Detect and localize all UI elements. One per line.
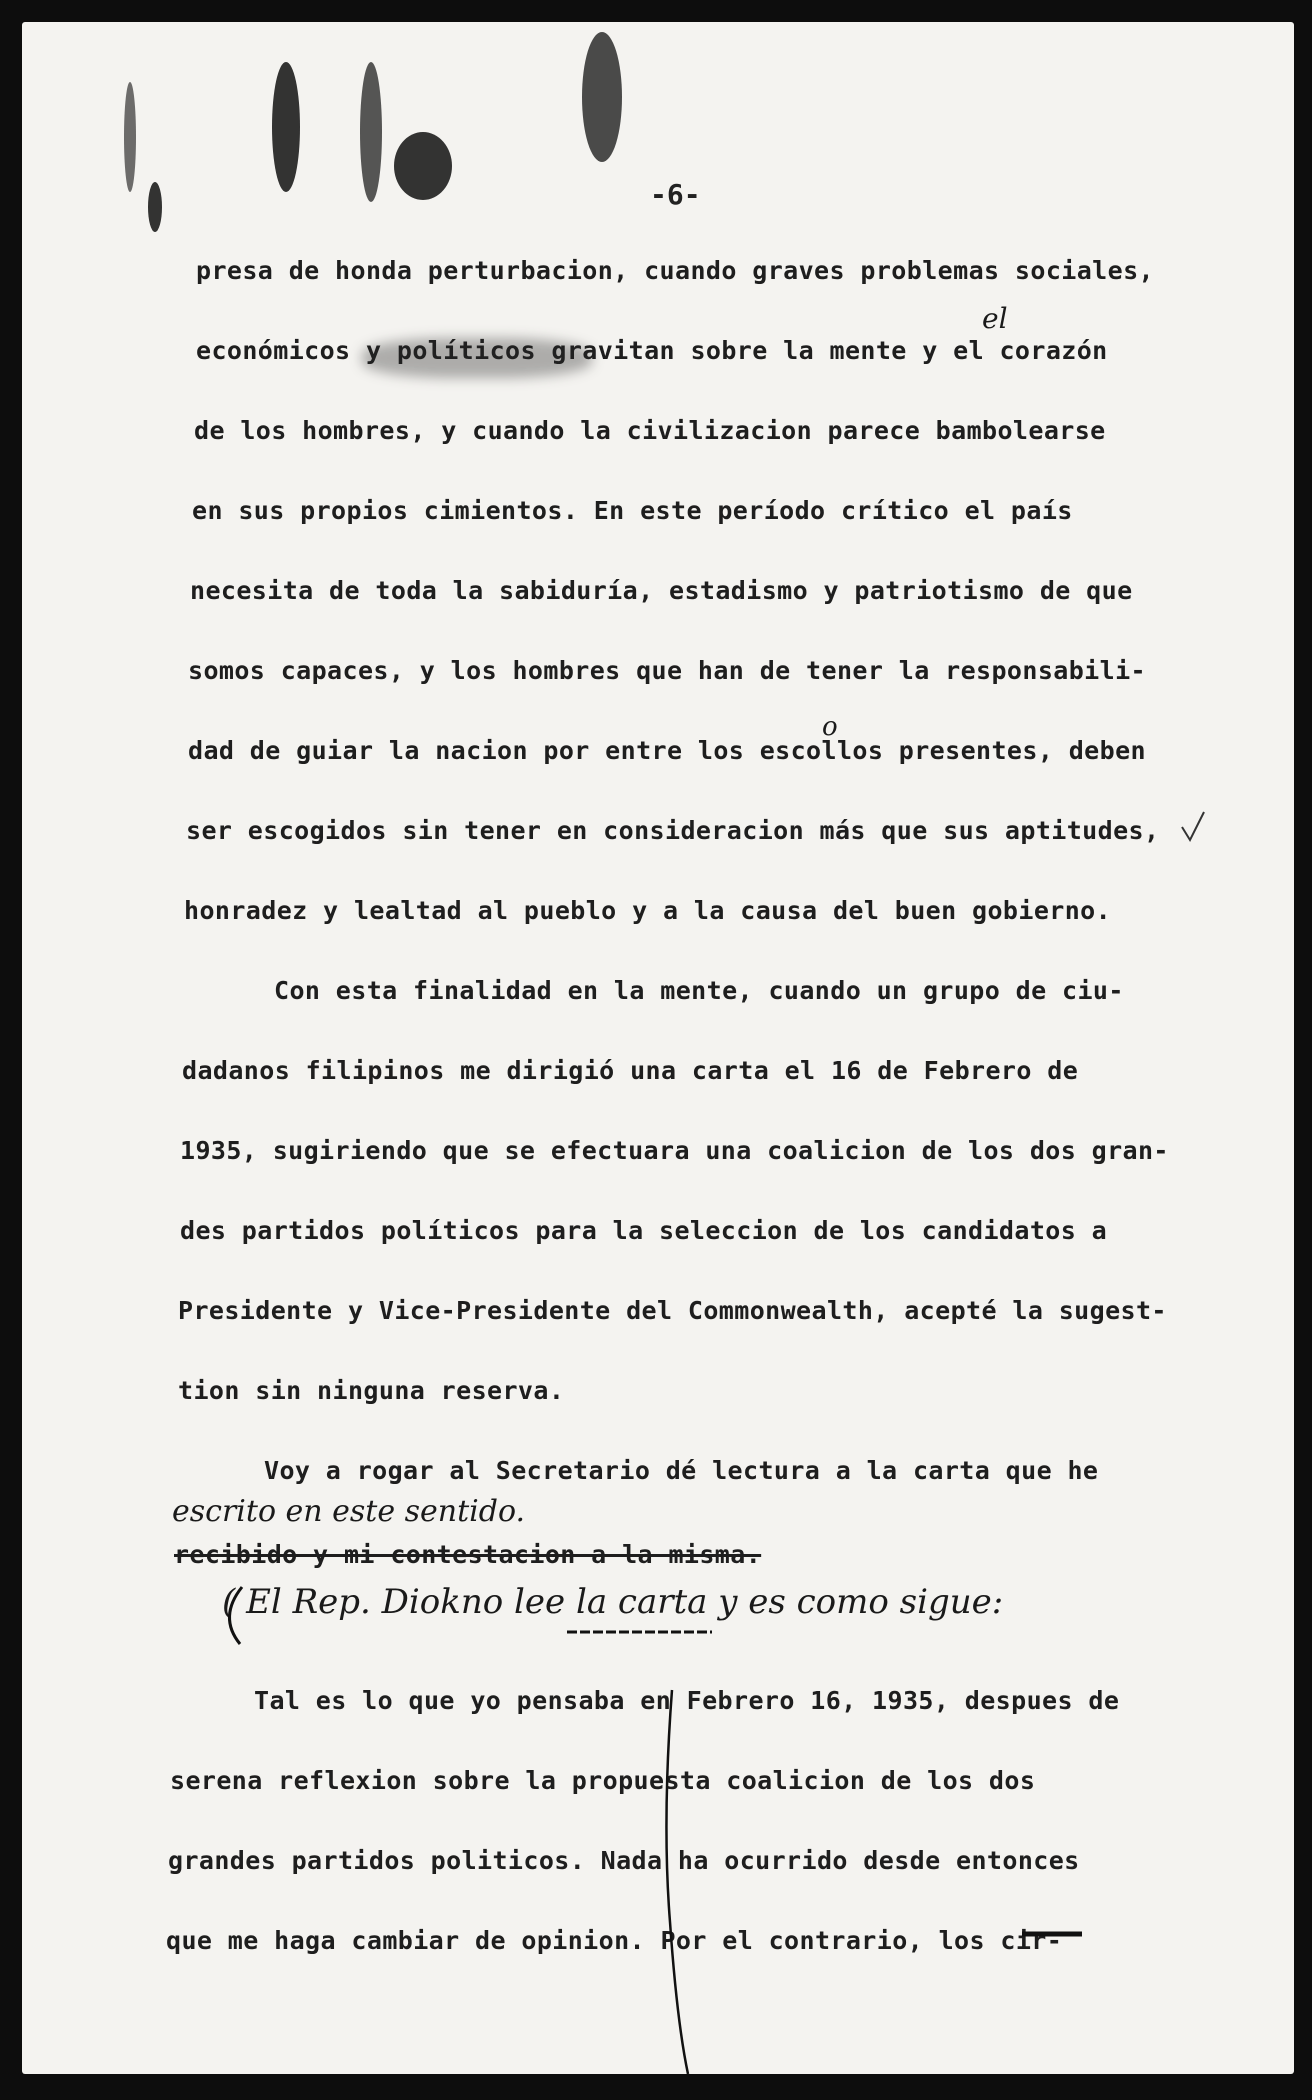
- text-line: dad de guiar la nacion por entre los escollos presentes, deben: [188, 736, 1146, 765]
- text-line: que me haga cambiar de opinion. Por el contrario, los cir-: [166, 1926, 1063, 1955]
- text-line: necesita de toda la sabiduría, estadismo y patriotismo de que: [190, 576, 1133, 605]
- handwritten-insert-o: o: [822, 712, 838, 742]
- vertical-pen-stroke: [666, 1690, 688, 2074]
- text-line: serena reflexion sobre la propuesta coalicion de los dos: [170, 1766, 1036, 1795]
- text-line: tion sin ninguna reserva.: [178, 1376, 565, 1405]
- struck-text-line: recibido y mi contestacion a la misma.: [174, 1540, 762, 1569]
- text-line: grandes partidos politicos. Nada ha ocurrido desde entonces: [168, 1846, 1080, 1875]
- pen-marks: [22, 22, 1294, 2074]
- text-line: 1935, sugiriendo que se efectuara una coalicion de los dos gran-: [180, 1136, 1169, 1165]
- text-line: ser escogidos sin tener en consideracion más que sus aptitudes,: [186, 816, 1160, 845]
- text-line: dadanos filipinos me dirigió una carta el 16 de Febrero de: [182, 1056, 1079, 1085]
- margin-checkmark: [1182, 812, 1204, 840]
- text-line: honradez y lealtad al pueblo y a la causa del buen gobierno.: [184, 896, 1112, 925]
- text-line: Presidente y Vice-Presidente del Commonwealth, acepté la sugest-: [178, 1296, 1167, 1325]
- text-line: Voy a rogar al Secretario dé lectura a la carta que he: [264, 1456, 1099, 1485]
- text-line: Con esta finalidad en la mente, cuando un grupo de ciu-: [274, 976, 1124, 1005]
- text-line: Tal es lo que yo pensaba en Febrero 16, 1935, despues de: [254, 1686, 1120, 1715]
- text-line: económicos y políticos gravitan sobre la mente y el corazón: [196, 336, 1108, 365]
- paren-open: [229, 1587, 242, 1644]
- page-number: -6-: [650, 178, 701, 211]
- text-line: de los hombres, y cuando la civilizacion parece bambolearse: [194, 416, 1106, 445]
- handwritten-note: ( El Rep. Diokno lee la carta y es como sigue:: [222, 1582, 1004, 1622]
- handwritten-insert: escrito en este sentido.: [172, 1494, 526, 1529]
- text-line: somos capaces, y los hombres que han de tener la responsabili-: [188, 656, 1146, 685]
- text-line: en sus propios cimientos. En este período crítico el país: [192, 496, 1073, 525]
- text-line: des partidos políticos para la seleccion de los candidatos a: [180, 1216, 1108, 1245]
- document-page: [22, 22, 1294, 2074]
- handwritten-insert-el: el: [982, 302, 1008, 335]
- text-line: presa de honda perturbacion, cuando graves problemas sociales,: [196, 256, 1154, 285]
